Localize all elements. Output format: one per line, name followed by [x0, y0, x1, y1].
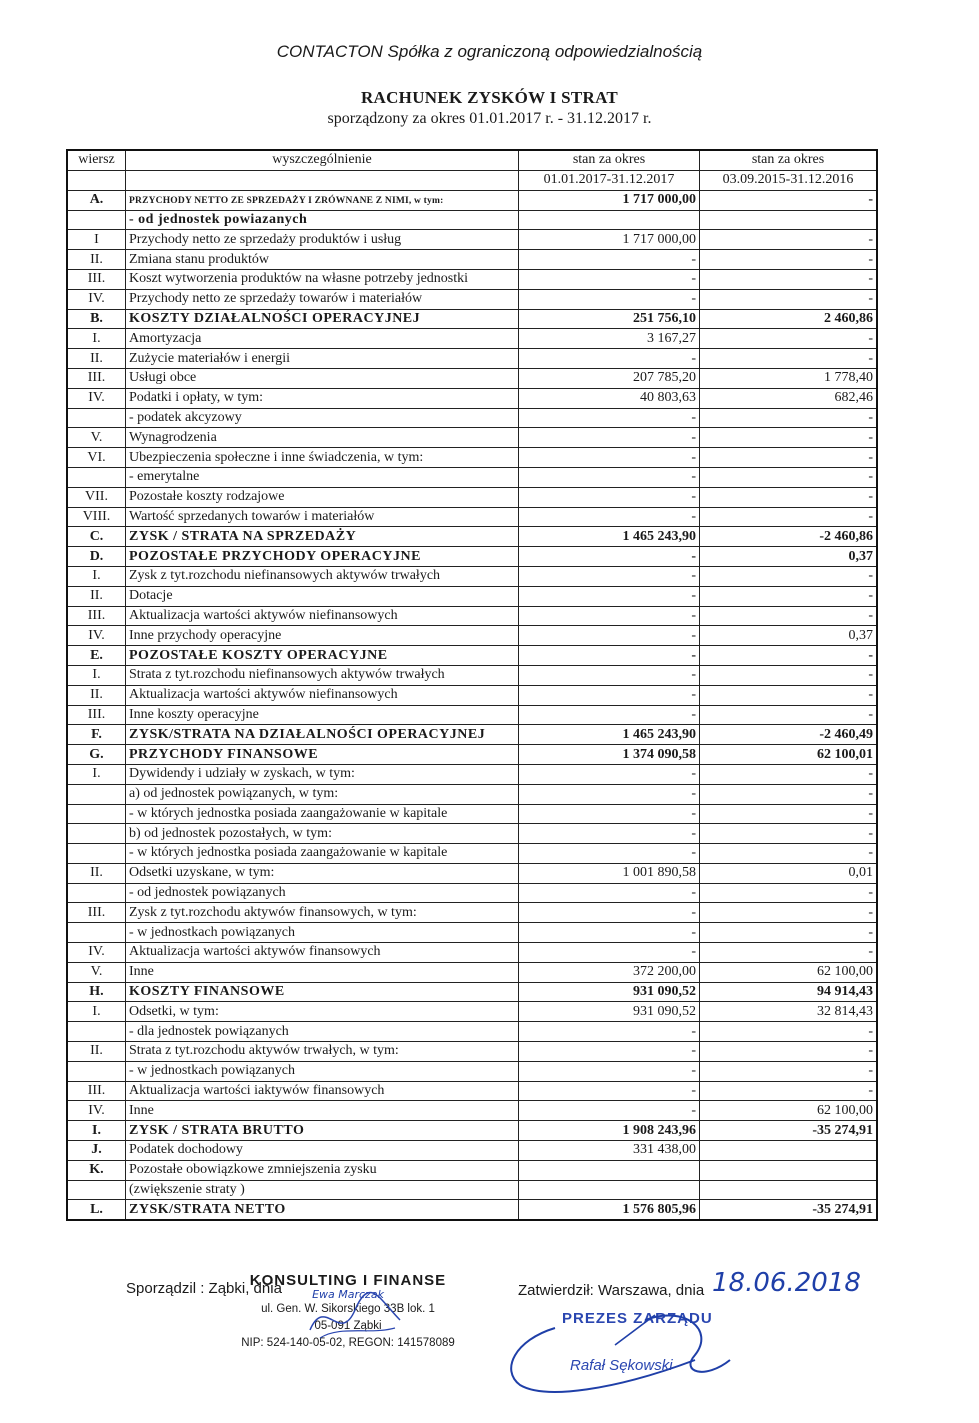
- value-2016-cell: -: [700, 665, 878, 685]
- board-stamp: PREZES ZARZĄDU: [562, 1310, 713, 1327]
- value-2017-cell: [519, 1160, 700, 1180]
- value-2016-cell: [700, 1180, 878, 1200]
- document-subtitle: sporządzony za okres 01.01.2017 r. - 31.12.2017 r.: [327, 110, 652, 127]
- row-description-cell: Zmiana stanu produktów: [126, 250, 519, 270]
- value-2017-cell: -: [519, 626, 700, 646]
- stamp-person: Ewa Marczak: [312, 1288, 384, 1301]
- value-2016-cell: 0,37: [700, 626, 878, 646]
- row-label-cell: III.: [67, 269, 126, 289]
- value-2017-cell: 1 717 000,00: [519, 230, 700, 250]
- row-description-cell: Przychody netto ze sprzedaży towarów i materiałów: [126, 289, 519, 309]
- value-2016-cell: -: [700, 903, 878, 923]
- row-description-cell: Przychody netto ze sprzedaży produktów i usług: [126, 230, 519, 250]
- table-header-row: [67, 170, 877, 190]
- row-label-cell: [67, 883, 126, 903]
- table-row: [67, 804, 877, 824]
- stamp-city: 05-091 Ząbki: [314, 1320, 382, 1332]
- value-2017-cell: -: [519, 705, 700, 725]
- table-row: [67, 824, 877, 844]
- row-label-cell: [67, 844, 126, 864]
- row-description-cell: Inne: [126, 962, 519, 982]
- header-cell: wyszczególnienie: [126, 150, 519, 170]
- value-2017-cell: -: [519, 923, 700, 943]
- row-label-cell: [67, 1061, 126, 1081]
- value-2016-cell: -: [700, 784, 878, 804]
- company-name: CONTACTON Spółka z ograniczoną odpowiedzialnością: [276, 42, 703, 61]
- row-description-cell: Zużycie materiałów i energii: [126, 349, 519, 369]
- table-row: [67, 863, 877, 883]
- approval-date: 18.06.2018: [712, 1268, 861, 1298]
- row-label-cell: I.: [67, 329, 126, 349]
- value-2016-cell: 0,37: [700, 547, 878, 567]
- row-label-cell: VII.: [67, 487, 126, 507]
- row-label-cell: I.: [67, 665, 126, 685]
- value-2016-cell: 94 914,43: [700, 982, 878, 1002]
- row-label-cell: [67, 824, 126, 844]
- row-label-cell: A.: [67, 190, 126, 210]
- table-row: [67, 1002, 877, 1022]
- value-2017-cell: 207 785,20: [519, 368, 700, 388]
- row-label-cell: [67, 1022, 126, 1042]
- table-row: [67, 190, 877, 210]
- value-2017-cell: -: [519, 1081, 700, 1101]
- row-description-cell: Inne przychody operacyjne: [126, 626, 519, 646]
- stamp-street: ul. Gen. W. Sikorskiego 33B lok. 1: [261, 1303, 435, 1315]
- row-description-cell: ZYSK / STRATA BRUTTO: [126, 1121, 519, 1141]
- table-row: [67, 705, 877, 725]
- header-cell: 03.09.2015-31.12.2016: [700, 170, 878, 190]
- value-2017-cell: [519, 1180, 700, 1200]
- row-label-cell: [67, 804, 126, 824]
- row-description-cell: Aktualizacja wartości iaktywów finansowych: [126, 1081, 519, 1101]
- table-row: [67, 566, 877, 586]
- stamp-ids: NIP: 524-140-05-02, REGON: 141578089: [241, 1337, 455, 1349]
- table-row: [67, 1042, 877, 1062]
- row-description-cell: Usługi obce: [126, 368, 519, 388]
- header-cell: 01.01.2017-31.12.2017: [519, 170, 700, 190]
- value-2017-cell: -: [519, 804, 700, 824]
- row-label-cell: [67, 784, 126, 804]
- value-2016-cell: 1 778,40: [700, 368, 878, 388]
- value-2016-cell: [700, 210, 878, 230]
- table-row: [67, 903, 877, 923]
- value-2016-cell: -: [700, 804, 878, 824]
- row-label-cell: [67, 467, 126, 487]
- value-2017-cell: -: [519, 685, 700, 705]
- table-row: [67, 745, 877, 765]
- row-description-cell: ZYSK/STRATA NA DZIAŁALNOŚCI OPERACYJNEJ: [126, 725, 519, 745]
- table-row: [67, 269, 877, 289]
- row-description-cell: Strata z tyt.rozchodu niefinansowych aktywów trwałych: [126, 665, 519, 685]
- board-member-name: Rafał Sękowski: [570, 1357, 673, 1374]
- row-label-cell: D.: [67, 547, 126, 567]
- row-label-cell: [67, 210, 126, 230]
- row-description-cell: Dywidendy i udziały w zyskach, w tym:: [126, 764, 519, 784]
- value-2016-cell: -: [700, 824, 878, 844]
- value-2016-cell: -: [700, 705, 878, 725]
- table-row: [67, 1121, 877, 1141]
- table-row: [67, 408, 877, 428]
- value-2017-cell: -: [519, 487, 700, 507]
- row-description-cell: Strata z tyt.rozchodu aktywów trwałych, w tym:: [126, 1042, 519, 1062]
- value-2017-cell: -: [519, 1042, 700, 1062]
- value-2016-cell: -: [700, 943, 878, 963]
- row-label-cell: I: [67, 230, 126, 250]
- table-row: [67, 487, 877, 507]
- row-label-cell: [67, 408, 126, 428]
- row-label-cell: II.: [67, 685, 126, 705]
- value-2017-cell: -: [519, 250, 700, 270]
- row-description-cell: Amortyzacja: [126, 329, 519, 349]
- row-description-cell: Aktualizacja wartości aktywów finansowych: [126, 943, 519, 963]
- header-cell: stan za okres: [700, 150, 878, 170]
- table-row: [67, 210, 877, 230]
- value-2017-cell: -: [519, 883, 700, 903]
- row-label-cell: B.: [67, 309, 126, 329]
- row-description-cell: Ubezpieczenia społeczne i inne świadczenia, w tym:: [126, 448, 519, 468]
- row-label-cell: K.: [67, 1160, 126, 1180]
- row-label-cell: VI.: [67, 448, 126, 468]
- value-2016-cell: 0,01: [700, 863, 878, 883]
- row-description-cell: - od jednostek powiazanych: [126, 210, 519, 230]
- row-label-cell: III.: [67, 705, 126, 725]
- table-row: [67, 527, 877, 547]
- value-2016-cell: -: [700, 646, 878, 666]
- value-2017-cell: 1 001 890,58: [519, 863, 700, 883]
- value-2016-cell: -: [700, 923, 878, 943]
- row-label-cell: II.: [67, 250, 126, 270]
- row-description-cell: - w jednostkach powiązanych: [126, 923, 519, 943]
- value-2017-cell: -: [519, 467, 700, 487]
- value-2017-cell: -: [519, 665, 700, 685]
- row-description-cell: Pozostałe obowiązkowe zmniejszenia zysku: [126, 1160, 519, 1180]
- value-2016-cell: -: [700, 507, 878, 527]
- value-2017-cell: -: [519, 764, 700, 784]
- value-2016-cell: -: [700, 448, 878, 468]
- row-label-cell: E.: [67, 646, 126, 666]
- row-label-cell: G.: [67, 745, 126, 765]
- value-2017-cell: -: [519, 586, 700, 606]
- table-row: [67, 547, 877, 567]
- table-row: [67, 230, 877, 250]
- table-row: [67, 725, 877, 745]
- row-label-cell: H.: [67, 982, 126, 1002]
- value-2017-cell: -: [519, 824, 700, 844]
- row-description-cell: [126, 190, 519, 210]
- document-title: RACHUNEK ZYSKÓW I STRAT: [360, 88, 619, 107]
- value-2016-cell: -: [700, 1022, 878, 1042]
- row-label-cell: III.: [67, 606, 126, 626]
- table-row: [67, 626, 877, 646]
- row-label-cell: VIII.: [67, 507, 126, 527]
- row-description-text: PRZYCHODY NETTO ZE SPRZEDAŻY I ZRÓWNANE Z NIMI, w tym:: [129, 195, 444, 206]
- table-row: [67, 428, 877, 448]
- value-2016-cell: 62 100,01: [700, 745, 878, 765]
- header-cell: stan za okres: [519, 150, 700, 170]
- value-2017-cell: -: [519, 566, 700, 586]
- value-2016-cell: -: [700, 467, 878, 487]
- table-row: [67, 507, 877, 527]
- header-cell: [67, 170, 126, 190]
- table-row: [67, 309, 877, 329]
- row-label-cell: II.: [67, 863, 126, 883]
- value-2016-cell: -35 274,91: [700, 1121, 878, 1141]
- table-row: [67, 467, 877, 487]
- table-row: [67, 289, 877, 309]
- row-description-cell: Odsetki, w tym:: [126, 1002, 519, 1022]
- row-label-cell: IV.: [67, 289, 126, 309]
- value-2016-cell: -: [700, 428, 878, 448]
- board-signature-icon: [495, 1300, 755, 1410]
- value-2016-cell: 62 100,00: [700, 1101, 878, 1121]
- row-description-cell: Koszt wytworzenia produktów na własne potrzeby jednostki: [126, 269, 519, 289]
- table-row: [67, 448, 877, 468]
- value-2017-cell: 372 200,00: [519, 962, 700, 982]
- value-2016-cell: -: [700, 764, 878, 784]
- value-2016-cell: -: [700, 586, 878, 606]
- value-2017-cell: 1 717 000,00: [519, 190, 700, 210]
- value-2016-cell: -: [700, 269, 878, 289]
- value-2017-cell: -: [519, 943, 700, 963]
- value-2017-cell: 251 756,10: [519, 309, 700, 329]
- table-row: [67, 1081, 877, 1101]
- value-2016-cell: -: [700, 230, 878, 250]
- value-2016-cell: 32 814,43: [700, 1002, 878, 1022]
- row-description-cell: a) od jednostek powiązanych, w tym:: [126, 784, 519, 804]
- table-row: [67, 685, 877, 705]
- table-row: [67, 368, 877, 388]
- value-2016-cell: -: [700, 190, 878, 210]
- value-2017-cell: -: [519, 903, 700, 923]
- row-description-cell: - podatek akcyzowy: [126, 408, 519, 428]
- table-row: [67, 943, 877, 963]
- approved-by-label: Zatwierdził: Warszawa, dnia: [518, 1282, 705, 1299]
- value-2016-cell: -: [700, 606, 878, 626]
- row-label-cell: I.: [67, 1002, 126, 1022]
- table-row: [67, 844, 877, 864]
- row-description-cell: (zwiększenie straty ): [126, 1180, 519, 1200]
- row-label-cell: III.: [67, 903, 126, 923]
- value-2017-cell: -: [519, 349, 700, 369]
- table-row: [67, 646, 877, 666]
- value-2017-cell: -: [519, 844, 700, 864]
- row-description-cell: - dla jednostek powiązanych: [126, 1022, 519, 1042]
- value-2017-cell: 1 576 805,96: [519, 1200, 700, 1220]
- value-2017-cell: -: [519, 1061, 700, 1081]
- row-description-cell: Zysk z tyt.rozchodu aktywów finansowych, w tym:: [126, 903, 519, 923]
- row-label-cell: I.: [67, 1121, 126, 1141]
- table-row: [67, 962, 877, 982]
- value-2016-cell: -: [700, 349, 878, 369]
- value-2017-cell: 1 465 243,90: [519, 527, 700, 547]
- value-2016-cell: -: [700, 844, 878, 864]
- row-label-cell: II.: [67, 586, 126, 606]
- value-2016-cell: -: [700, 883, 878, 903]
- value-2017-cell: -: [519, 606, 700, 626]
- value-2017-cell: 3 167,27: [519, 329, 700, 349]
- value-2016-cell: -: [700, 685, 878, 705]
- value-2016-cell: [700, 1160, 878, 1180]
- row-description-cell: - od jednostek powiązanych: [126, 883, 519, 903]
- table-row: [67, 784, 877, 804]
- row-label-cell: II.: [67, 349, 126, 369]
- row-description-cell: KOSZTY FINANSOWE: [126, 982, 519, 1002]
- income-statement-table: [66, 149, 878, 1221]
- row-label-cell: IV.: [67, 388, 126, 408]
- row-label-cell: J.: [67, 1141, 126, 1161]
- table-row: [67, 586, 877, 606]
- table-row: [67, 665, 877, 685]
- value-2017-cell: -: [519, 1101, 700, 1121]
- value-2017-cell: 1 908 243,96: [519, 1121, 700, 1141]
- row-label-cell: III.: [67, 1081, 126, 1101]
- value-2017-cell: 931 090,52: [519, 982, 700, 1002]
- value-2016-cell: 62 100,00: [700, 962, 878, 982]
- value-2017-cell: -: [519, 448, 700, 468]
- row-description-cell: POZOSTAŁE KOSZTY OPERACYJNE: [126, 646, 519, 666]
- row-label-cell: IV.: [67, 1101, 126, 1121]
- table-row: [67, 1061, 877, 1081]
- row-description-cell: Zysk z tyt.rozchodu niefinansowych aktywów trwałych: [126, 566, 519, 586]
- row-description-cell: Inne koszty operacyjne: [126, 705, 519, 725]
- value-2016-cell: 2 460,86: [700, 309, 878, 329]
- row-description-cell: Podatek dochodowy: [126, 1141, 519, 1161]
- row-description-cell: b) od jednostek pozostałych, w tym:: [126, 824, 519, 844]
- table-row: [67, 1200, 877, 1220]
- value-2017-cell: -: [519, 289, 700, 309]
- value-2016-cell: -: [700, 289, 878, 309]
- row-description-cell: Wartość sprzedanych towarów i materiałów: [126, 507, 519, 527]
- table-row: [67, 349, 877, 369]
- value-2017-cell: -: [519, 547, 700, 567]
- value-2016-cell: -: [700, 329, 878, 349]
- table-row: [67, 923, 877, 943]
- value-2017-cell: -: [519, 784, 700, 804]
- row-description-cell: - emerytalne: [126, 467, 519, 487]
- row-label-cell: IV.: [67, 943, 126, 963]
- row-label-cell: C.: [67, 527, 126, 547]
- value-2016-cell: -: [700, 250, 878, 270]
- value-2016-cell: [700, 1141, 878, 1161]
- value-2017-cell: -: [519, 507, 700, 527]
- row-description-cell: - w których jednostka posiada zaangażowanie w kapitale: [126, 804, 519, 824]
- value-2017-cell: -: [519, 646, 700, 666]
- row-description-cell: Wynagrodzenia: [126, 428, 519, 448]
- table-row: [67, 1180, 877, 1200]
- value-2016-cell: -: [700, 1042, 878, 1062]
- row-description-cell: PRZYCHODY FINANSOWE: [126, 745, 519, 765]
- row-label-cell: V.: [67, 962, 126, 982]
- row-label-cell: I.: [67, 566, 126, 586]
- table-row: [67, 329, 877, 349]
- row-label-cell: V.: [67, 428, 126, 448]
- value-2016-cell: 682,46: [700, 388, 878, 408]
- table-row: [67, 1101, 877, 1121]
- row-description-cell: Podatki i opłaty, w tym:: [126, 388, 519, 408]
- row-description-cell: ZYSK / STRATA NA SPRZEDAŻY: [126, 527, 519, 547]
- value-2017-cell: 40 803,63: [519, 388, 700, 408]
- row-description-cell: Inne: [126, 1101, 519, 1121]
- value-2017-cell: 331 438,00: [519, 1141, 700, 1161]
- row-label-cell: F.: [67, 725, 126, 745]
- table-row: [67, 1160, 877, 1180]
- row-label-cell: I.: [67, 764, 126, 784]
- row-description-cell: Dotacje: [126, 586, 519, 606]
- table-row: [67, 388, 877, 408]
- row-description-cell: KOSZTY DZIAŁALNOŚCI OPERACYJNEJ: [126, 309, 519, 329]
- value-2017-cell: [519, 210, 700, 230]
- row-label-cell: II.: [67, 1042, 126, 1062]
- table-header-row: [67, 150, 877, 170]
- value-2017-cell: 931 090,52: [519, 1002, 700, 1022]
- value-2016-cell: -: [700, 1061, 878, 1081]
- table-row: [67, 250, 877, 270]
- table-row: [67, 1022, 877, 1042]
- row-label-cell: III.: [67, 368, 126, 388]
- row-label-cell: L.: [67, 1200, 126, 1220]
- table-row: [67, 883, 877, 903]
- value-2016-cell: -35 274,91: [700, 1200, 878, 1220]
- value-2016-cell: -: [700, 487, 878, 507]
- value-2017-cell: 1 465 243,90: [519, 725, 700, 745]
- row-description-cell: Aktualizacja wartości aktywów niefinansowych: [126, 685, 519, 705]
- value-2016-cell: -2 460,86: [700, 527, 878, 547]
- prepared-by-label: Sporządzil : Ząbki, dnia: [126, 1280, 282, 1297]
- header-cell: wiersz: [67, 150, 126, 170]
- value-2017-cell: -: [519, 269, 700, 289]
- accountant-signature-icon: [300, 1290, 410, 1350]
- value-2016-cell: -: [700, 1081, 878, 1101]
- value-2016-cell: -2 460,49: [700, 725, 878, 745]
- header-cell: [126, 170, 519, 190]
- row-description-cell: Odsetki uzyskane, w tym:: [126, 863, 519, 883]
- value-2017-cell: -: [519, 408, 700, 428]
- row-description-cell: Aktualizacja wartości aktywów niefinansowych: [126, 606, 519, 626]
- row-description-cell: - w których jednostka posiada zaangażowanie w kapitale: [126, 844, 519, 864]
- row-description-cell: POZOSTAŁE PRZYCHODY OPERACYJNE: [126, 547, 519, 567]
- value-2017-cell: 1 374 090,58: [519, 745, 700, 765]
- value-2017-cell: -: [519, 428, 700, 448]
- table-row: [67, 764, 877, 784]
- table-row: [67, 1141, 877, 1161]
- row-description-cell: - w jednostkach powiązanych: [126, 1061, 519, 1081]
- value-2017-cell: -: [519, 1022, 700, 1042]
- stamp-firm: KONSULTING I FINANSE: [249, 1272, 447, 1289]
- row-label-cell: [67, 923, 126, 943]
- row-description-cell: ZYSK/STRATA NETTO: [126, 1200, 519, 1220]
- row-label-cell: [67, 1180, 126, 1200]
- table-row: [67, 606, 877, 626]
- value-2016-cell: -: [700, 566, 878, 586]
- row-label-cell: IV.: [67, 626, 126, 646]
- row-description-cell: Pozostałe koszty rodzajowe: [126, 487, 519, 507]
- value-2016-cell: -: [700, 408, 878, 428]
- table-row: [67, 982, 877, 1002]
